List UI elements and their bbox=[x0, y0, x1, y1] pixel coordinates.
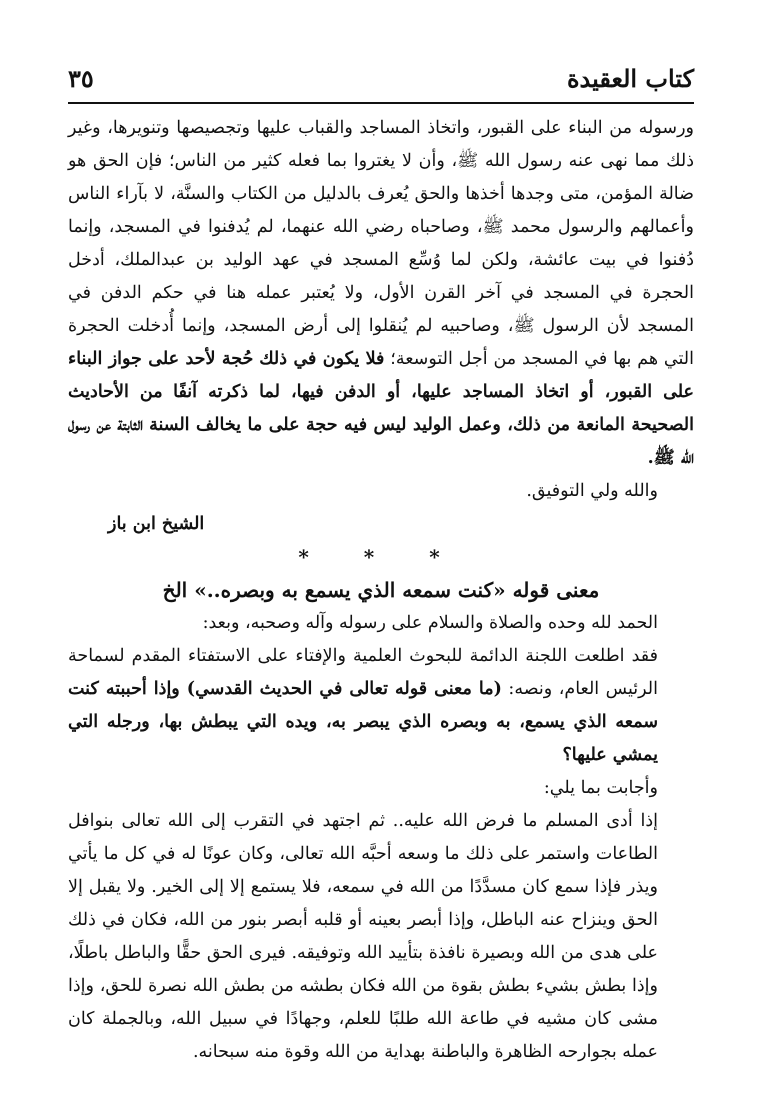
text-line: ولا يُعتبر عمله هنا في حكم الدفن في المسجد لأن الرسول ﷺ، وصاحبيه لم يُنقلوا إلى أرض bbox=[68, 283, 694, 336]
page-header bbox=[68, 58, 694, 104]
question-lead: فقد اطلعت اللجنة الدائمة للبحوث العلمية والإفتاء على الاستفتاء المقدم لسماحة الرئيس العام، ونصه: bbox=[68, 646, 658, 699]
closing-line: والله ولي التوفيق. bbox=[526, 481, 658, 501]
answer-paragraph bbox=[68, 805, 694, 1069]
text-line: ورسوله من البناء على القبور، واتخاذ المساجد والقباب عليها وتجصيصها وتنويرها، وغير ذلك bbox=[68, 118, 694, 171]
text-line: إذا أدى المسلم ما فرض الله عليه.. ثم اجتهد في التقرب إلى الله تعالى بنوافل الطاعات bbox=[68, 811, 658, 864]
question-paragraph bbox=[68, 640, 694, 772]
intro-line: الحمد لله وحده والصلاة والسلام على رسوله وآله وصحبه، وبعد: bbox=[202, 613, 658, 633]
text-line: مسدَّدًا من الله في سمعه، فلا يستمع إلا إلى الخير. ولا يقبل إلا الحق وينزاح عنه الباطل، bbox=[68, 877, 658, 930]
signature bbox=[68, 508, 694, 541]
section-divider-stars: * * * bbox=[298, 545, 464, 569]
running-title: كتاب العقيدة bbox=[566, 64, 694, 93]
answer-lead: وأجابت بما يلي: bbox=[543, 778, 658, 798]
text-line: بتأييد الله وتوفيقه. فيرى الحق حقًّا والباطل باطلًا، وإذا بطش بشيء بطش بقوة من الله فكان bbox=[68, 943, 658, 996]
section-title: معنى قوله «كنت سمعه الذي يسمع به وبصره..» الخ bbox=[162, 578, 600, 602]
text-line: بطشه من بطش الله نصرة للحق، وإذا مشى كان مشيه في طاعة الله طلبًا للعلم، وجهادًا في bbox=[68, 976, 658, 1029]
paragraph-fatwa-graves bbox=[68, 112, 694, 475]
bold-line: حُجة لأحد على جواز البناء على القبور، أو اتخاذ المساجد عليها، أو الدفن فيها، لما ذكرته آنفًا bbox=[68, 349, 694, 402]
body-text bbox=[68, 112, 694, 1069]
signature-text: الشيخ ابن باز bbox=[108, 514, 205, 534]
text-line: متى وجدها أخذها والحق يُعرف بالدليل من الكتاب والسنَّة، لا بآراء الناس وأعمالهم والرسول bbox=[68, 184, 694, 237]
text-line: محمد ﷺ، وصاحباه رضي الله عنهما، لم يُدفنوا في المسجد، وإنما دُفنوا في بيت عائشة، ولكن bbox=[68, 217, 694, 270]
page-number: ٣٥ bbox=[68, 64, 94, 93]
question-text: (ما معنى قوله تعالى في الحديث القدسي) وإذا أحببته كنت سمعه الذي يسمع، به وبصره الذي يبصر به، ويده التي يبطش بها، ورجله التي يمشي عليها؟ bbox=[68, 679, 658, 765]
bold-line: من الأحاديث الصحيحة المانعة من ذلك، وعمل الوليد ليس فيه حجة على ما يخالف السنة bbox=[68, 382, 694, 435]
text-line: سبيل الله، وبالجملة كان عمله بجوارحه الظاهرة والباطنة بهداية من الله وقوة منه سبحانه. bbox=[68, 1009, 658, 1062]
text-line: مما نهى عنه رسول الله ﷺ، وأن لا يغتروا بما فعله كثير من الناس؛ فإن الحق هو ضالة المؤمن، bbox=[68, 151, 694, 204]
text-line: واستمر على ذلك ما وسعه أحبَّه الله تعالى، وكان عونًا له في كل ما يأتي ويذر فإذا سمع كان bbox=[68, 844, 658, 897]
text-line: المسجد، وإنما أُدخلت الحجرة التي هم بها في المسجد من أجل التوسعة؛ bbox=[68, 316, 694, 369]
text-line: وإذا أبصر بعينه أو قلبه أبصر بنور من الله، فكان في ذلك على هدى من الله وبصيرة نافذة bbox=[68, 910, 658, 963]
bold-line: الثابتة عن رسول الله ﷺ. bbox=[68, 415, 694, 468]
bold-line: فلا يكون في ذلك bbox=[259, 349, 385, 369]
text-line: لما وُسِّع المسجد في عهد الوليد بن عبدالملك، أدخل الحجرة في المسجد في آخر القرن الأول، bbox=[68, 250, 694, 303]
